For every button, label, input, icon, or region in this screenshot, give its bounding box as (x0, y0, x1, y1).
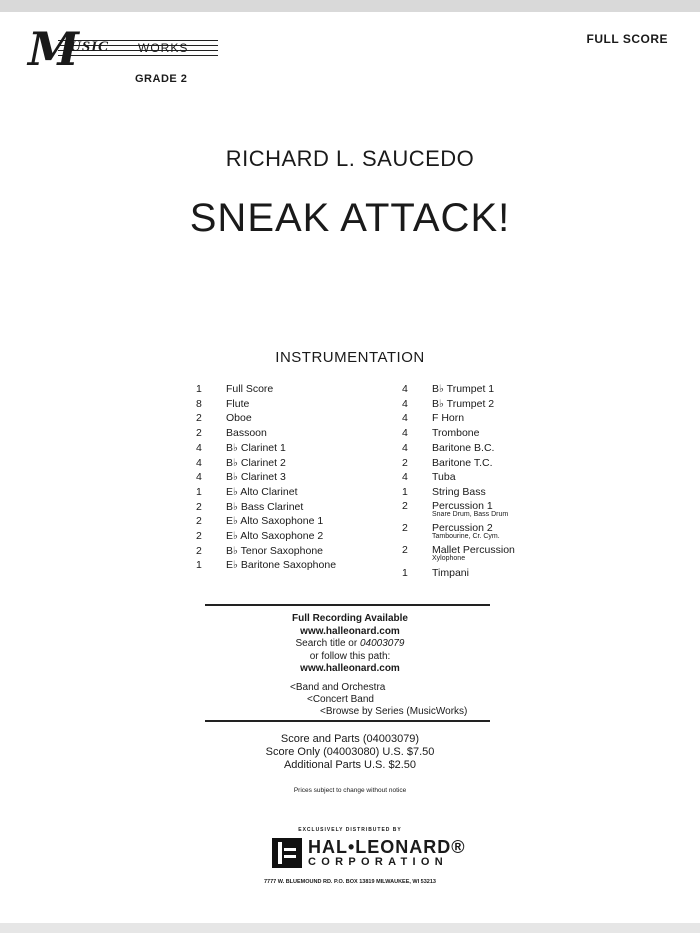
price-additional-parts: Additional Parts U.S. $2.50 (283, 759, 417, 771)
instrument-quantity: 4 (402, 427, 408, 440)
instrument-quantity: 2 (402, 499, 408, 512)
path-band-orchestra: <Band and Orchestra (290, 682, 386, 693)
divider-top (205, 604, 490, 606)
price-score-parts: Score and Parts (04003079) (280, 733, 420, 745)
instrument-name-cell (432, 411, 464, 426)
instrument-row (196, 514, 336, 529)
instrument-name-cell (432, 397, 494, 412)
instrument-name-cell (226, 558, 336, 573)
recording-url[interactable]: www.halleonard.com (300, 625, 400, 637)
instrument-name-cell (226, 411, 252, 426)
instrument-quantity: 1 (196, 559, 202, 572)
instrument-row (402, 470, 515, 485)
instrument-quantity: 2 (402, 456, 408, 469)
instrument-quantity: 2 (196, 544, 202, 557)
instrument-name: Trombone (432, 427, 480, 440)
instrument-name: B♭ Tenor Saxophone (226, 544, 323, 557)
instrument-name-cell (226, 382, 273, 397)
instrument-name-cell (226, 456, 286, 471)
pricing-info (0, 733, 700, 772)
instrument-quantity: 2 (196, 427, 202, 440)
instrument-name: Percussion 1 (432, 499, 493, 512)
instrument-name-cell (226, 529, 323, 544)
instrument-row (402, 544, 515, 563)
instrument-row (196, 426, 336, 441)
instrumentation-heading: INSTRUMENTATION (275, 349, 425, 366)
hal-leonard-name: HAL•LEONARD® (308, 837, 466, 857)
instrument-row (402, 426, 515, 441)
top-border-strip (0, 0, 700, 12)
instrument-name: B♭ Clarinet 1 (226, 441, 286, 454)
instrument-quantity: 2 (196, 515, 202, 528)
instrument-row (196, 397, 336, 412)
instrument-quantity: 2 (402, 521, 408, 534)
instrument-name: Full Score (226, 383, 274, 395)
instrument-name: B♭ Clarinet 3 (226, 471, 286, 484)
instrument-row (402, 382, 515, 397)
instrument-detail: Snare Drum, Bass Drum (432, 510, 509, 518)
instrument-row (196, 558, 336, 573)
distributor-label: EXCLUSIVELY DISTRIBUTED BY (298, 827, 402, 833)
instrument-name-cell (226, 485, 298, 500)
instrument-row (402, 441, 515, 456)
instrument-row (402, 456, 515, 471)
instrument-name: B♭ Clarinet 2 (226, 456, 286, 469)
instrument-name-cell (226, 500, 303, 515)
grade-label: GRADE 2 (135, 73, 188, 85)
composer-name: RICHARD L. SAUCEDO (225, 146, 475, 171)
instrument-name: E♭ Alto Saxophone 1 (226, 515, 324, 528)
instrumentation-right-column (402, 382, 515, 580)
instrument-name: Oboe (226, 412, 252, 425)
instrument-row (196, 529, 336, 544)
instrument-name-cell (432, 544, 515, 563)
or-follow-text: or follow this path: (309, 650, 391, 662)
instrument-quantity: 1 (196, 383, 202, 395)
hal-leonard-mark-icon (272, 838, 302, 868)
recording-heading: Full Recording Available (292, 613, 408, 624)
instrument-row (196, 500, 336, 515)
instrument-row (402, 411, 515, 426)
instrument-quantity: 8 (196, 397, 202, 410)
hal-leonard-logo (272, 837, 466, 878)
instrument-name-cell (226, 470, 286, 485)
instrument-name-cell (226, 441, 286, 456)
instrument-quantity: 4 (196, 441, 202, 454)
instrument-quantity: 4 (402, 383, 408, 395)
instrument-name: Baritone T.C. (432, 456, 493, 469)
instrument-name: Flute (226, 397, 250, 410)
instrument-quantity: 1 (402, 566, 408, 579)
instrument-quantity: 4 (402, 412, 408, 425)
instrument-row (402, 500, 515, 519)
logo-m-letter: M (28, 22, 79, 76)
instrument-quantity: 4 (196, 471, 202, 484)
instrument-quantity: 4 (402, 441, 408, 454)
recording-info (0, 613, 700, 676)
instrument-row (402, 522, 515, 541)
instrument-row (196, 441, 336, 456)
search-code: 04003079 (359, 638, 405, 650)
instrument-name-cell (432, 426, 479, 441)
instrumentation-left-column (196, 382, 336, 573)
instrument-name: E♭ Alto Clarinet (226, 485, 298, 498)
instrument-row (196, 411, 336, 426)
instrument-name: B♭ Trumpet 1 (432, 383, 495, 395)
instrument-name: B♭ Bass Clarinet (226, 500, 304, 513)
distributor-address: 7777 W. BLUEMOUND RD. P.O. BOX 13819 MILWAUKEE, WI 53213 (264, 879, 436, 885)
instrument-row (196, 456, 336, 471)
instrument-quantity: 4 (196, 456, 202, 469)
instrument-name: Mallet Percussion (432, 543, 515, 556)
instrument-name: E♭ Alto Saxophone 2 (226, 530, 324, 543)
full-score-label: FULL SCORE (586, 32, 668, 46)
instrument-row (402, 566, 515, 581)
instrument-name-cell (432, 456, 493, 471)
instrument-row (196, 470, 336, 485)
instrument-name: B♭ Trumpet 2 (432, 397, 495, 410)
instrument-name-cell (432, 566, 469, 581)
instrument-name-cell (226, 397, 249, 412)
instrument-quantity: 2 (196, 412, 202, 425)
instrument-name-cell (432, 500, 508, 519)
path-browse-series: <Browse by Series (MusicWorks) (320, 706, 468, 717)
instrument-name: Bassoon (226, 427, 267, 440)
instrument-row (196, 544, 336, 559)
instrument-detail: Xylophone (432, 554, 466, 562)
instrument-name: Timpani (432, 566, 469, 579)
instrument-name-cell (226, 426, 267, 441)
instrument-quantity: 2 (402, 543, 408, 556)
bottom-border-strip (0, 923, 700, 933)
instrument-row (196, 382, 336, 397)
instrument-name-cell (226, 514, 323, 529)
instrument-name-cell (432, 382, 494, 397)
instrument-quantity: 1 (402, 485, 408, 498)
hal-leonard-corporation: CORPORATION (308, 856, 448, 868)
path-url[interactable]: www.halleonard.com (300, 663, 400, 675)
instrument-name-cell (226, 544, 323, 559)
instrument-name: E♭ Baritone Saxophone (226, 559, 337, 572)
instrument-row (402, 485, 515, 500)
instrument-quantity: 2 (196, 500, 202, 513)
instrument-name: F Horn (432, 412, 465, 425)
instrument-name: Percussion 2 (432, 521, 493, 534)
piece-title: SNEAK ATTACK! (189, 196, 511, 240)
instrument-detail: Tambourine, Cr. Cym. (432, 532, 500, 540)
price-notice: Prices subject to change without notice (293, 787, 407, 794)
instrument-name: String Bass (432, 485, 486, 498)
instrument-name-cell (432, 522, 500, 541)
divider-bottom (205, 720, 490, 722)
instrument-name-cell (432, 485, 486, 500)
instrument-quantity: 1 (196, 485, 202, 498)
instrument-row (196, 485, 336, 500)
instrument-name-cell (432, 470, 456, 485)
instrument-name: Baritone B.C. (432, 441, 495, 454)
search-line (0, 638, 700, 651)
path-concert-band: <Concert Band (307, 694, 374, 705)
instrument-quantity: 2 (196, 530, 202, 543)
search-prefix: Search title or (295, 638, 360, 650)
logo-works-text: WORKS (138, 41, 189, 55)
instrument-name: Tuba (432, 471, 456, 484)
instrument-row (402, 397, 515, 412)
price-score-only: Score Only (04003080) U.S. $7.50 (265, 746, 435, 758)
logo-usic-text: USIC (70, 39, 110, 55)
instrument-quantity: 4 (402, 397, 408, 410)
instrument-quantity: 4 (402, 471, 408, 484)
instrument-name-cell (432, 441, 494, 456)
